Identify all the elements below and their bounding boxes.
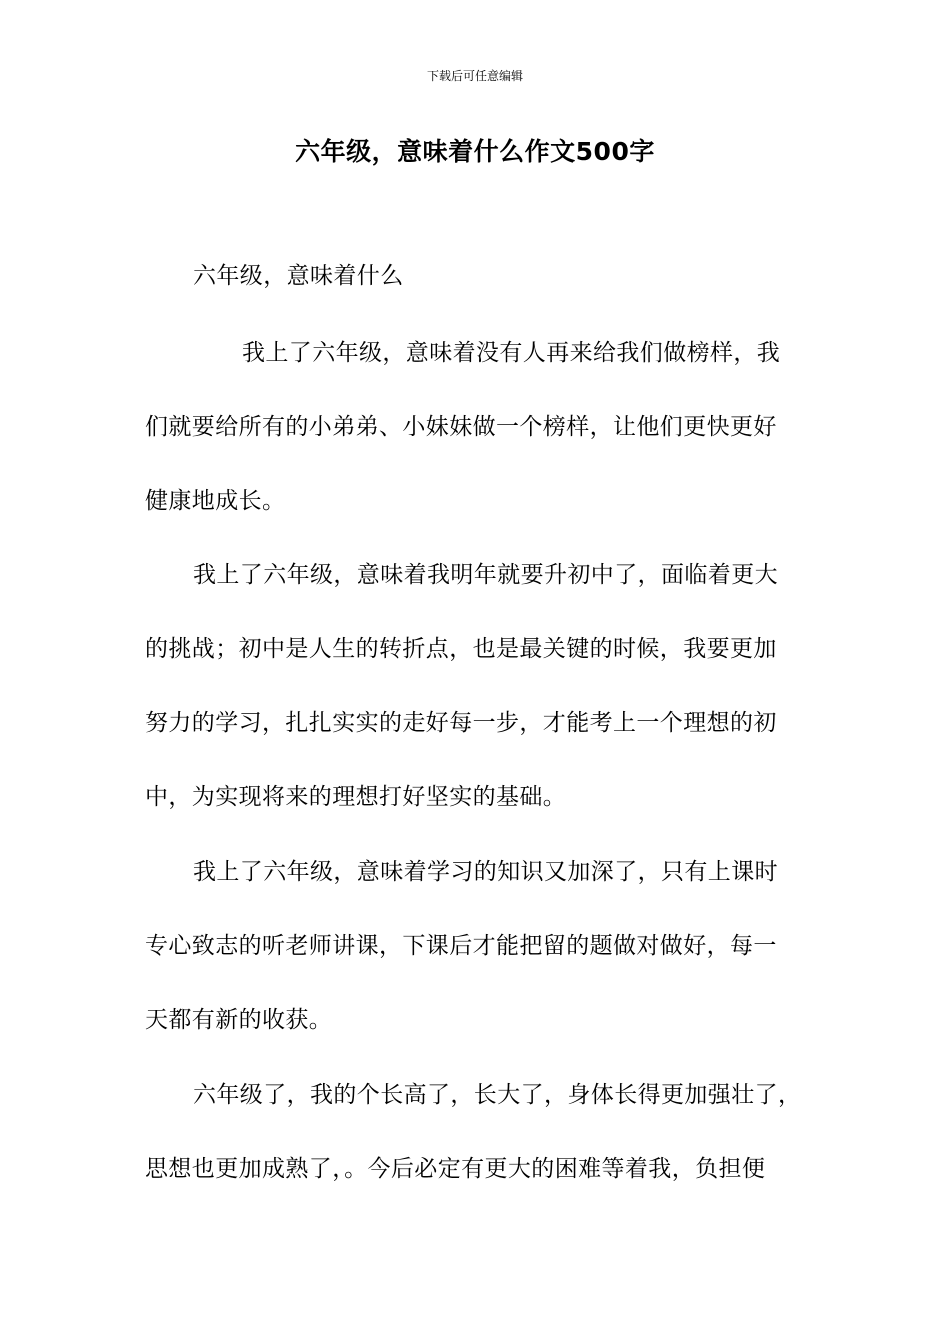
paragraph-line: 专心致志的听老师讲课，下课后才能把留的题做对做好，每一 bbox=[145, 933, 777, 959]
paragraph-line: 我上了六年级，意味着学习的知识又加深了，只有上课时 bbox=[193, 859, 778, 885]
paragraph-line: 思想也更加成熟了，。今后必定有更大的困难等着我，负担便 bbox=[145, 1156, 766, 1182]
header-note: 下载后可任意编辑 bbox=[426, 69, 523, 83]
essay-subtitle: 六年级，意味着什么 bbox=[193, 263, 404, 289]
paragraph-line: 六年级了，我的个长高了，长大了，身体长得更加强壮了， bbox=[193, 1082, 802, 1108]
paragraph-1 bbox=[145, 316, 810, 538]
paragraph-3 bbox=[145, 835, 810, 1057]
paragraph-line: 努力的学习，扎扎实实的走好每一步，才能考上一个理想的初 bbox=[145, 710, 777, 736]
paragraph-line: 我上了六年级，意味着没有人再来给我们做榜样，我 bbox=[242, 340, 781, 366]
paragraph-line: 中，为实现将来的理想打好坚实的基础。 bbox=[145, 784, 567, 810]
paragraph-4 bbox=[145, 1058, 810, 1206]
paragraph-line: 健康地成长。 bbox=[145, 488, 286, 514]
paragraph-2 bbox=[145, 538, 810, 834]
page-title: 六年级，意味着什么作文500字 bbox=[295, 137, 655, 166]
paragraph-line: 天都有新的收获。 bbox=[145, 1007, 333, 1033]
paragraph-line: 我上了六年级，意味着我明年就要升初中了，面临着更大 bbox=[193, 562, 778, 588]
paragraph-line: 们就要给所有的小弟弟、小妹妹做一个榜样，让他们更快更好 bbox=[145, 414, 777, 440]
paragraph-line: 的挑战；初中是人生的转折点，也是最关键的时候，我要更加 bbox=[145, 636, 777, 662]
